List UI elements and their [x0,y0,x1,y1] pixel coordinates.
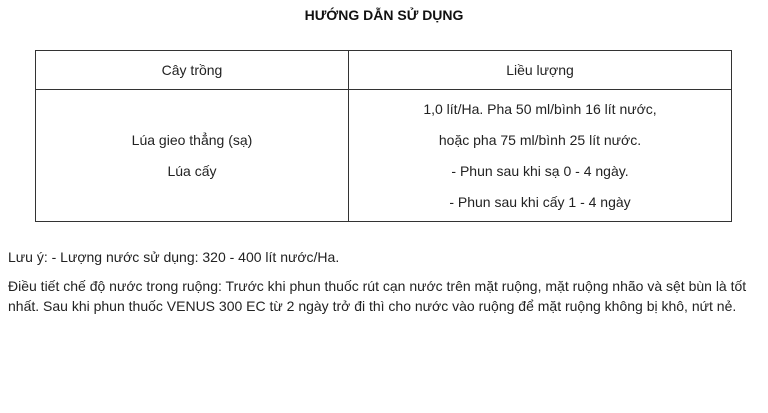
header-crop: Cây trồng [36,51,349,90]
dosage-cell [349,90,732,222]
crop-item: Lúa cấy [167,162,217,179]
table-row [36,90,732,222]
table-header-row [36,51,732,90]
usage-table [35,50,732,222]
crop-cell [36,90,349,222]
crop-item: Lúa gieo thẳng (sạ) [131,131,253,148]
water-management-paragraph: Điều tiết chế độ nước trong ruộng: Trước khi phun thuốc rút cạn nước trên mặt ruộng, mặt ruộng nhão và sệt bùn là tốt nhất. Sau khi phun thuốc VENUS 300 EC từ 2 ngày trở đi thì cho nước vào ruộng để mặt ruộng không bị khô, nứt nẻ. [8,278,747,314]
dosage-line: 1,0 lít/Ha. Pha 50 ml/bình 16 lít nước, [423,100,657,117]
page-title: HƯỚNG DẪN SỬ DỤNG [304,7,464,23]
dosage-line: - Phun sau khi cấy 1 - 4 ngày [449,193,631,210]
dosage-line: - Phun sau khi sạ 0 - 4 ngày. [451,162,629,179]
header-dosage: Liều lượng [349,51,732,90]
usage-note: Lưu ý: - Lượng nước sử dụng: 320 - 400 lít nước/Ha. [8,249,340,265]
dosage-line: hoặc pha 75 ml/bình 25 lít nước. [438,131,642,148]
